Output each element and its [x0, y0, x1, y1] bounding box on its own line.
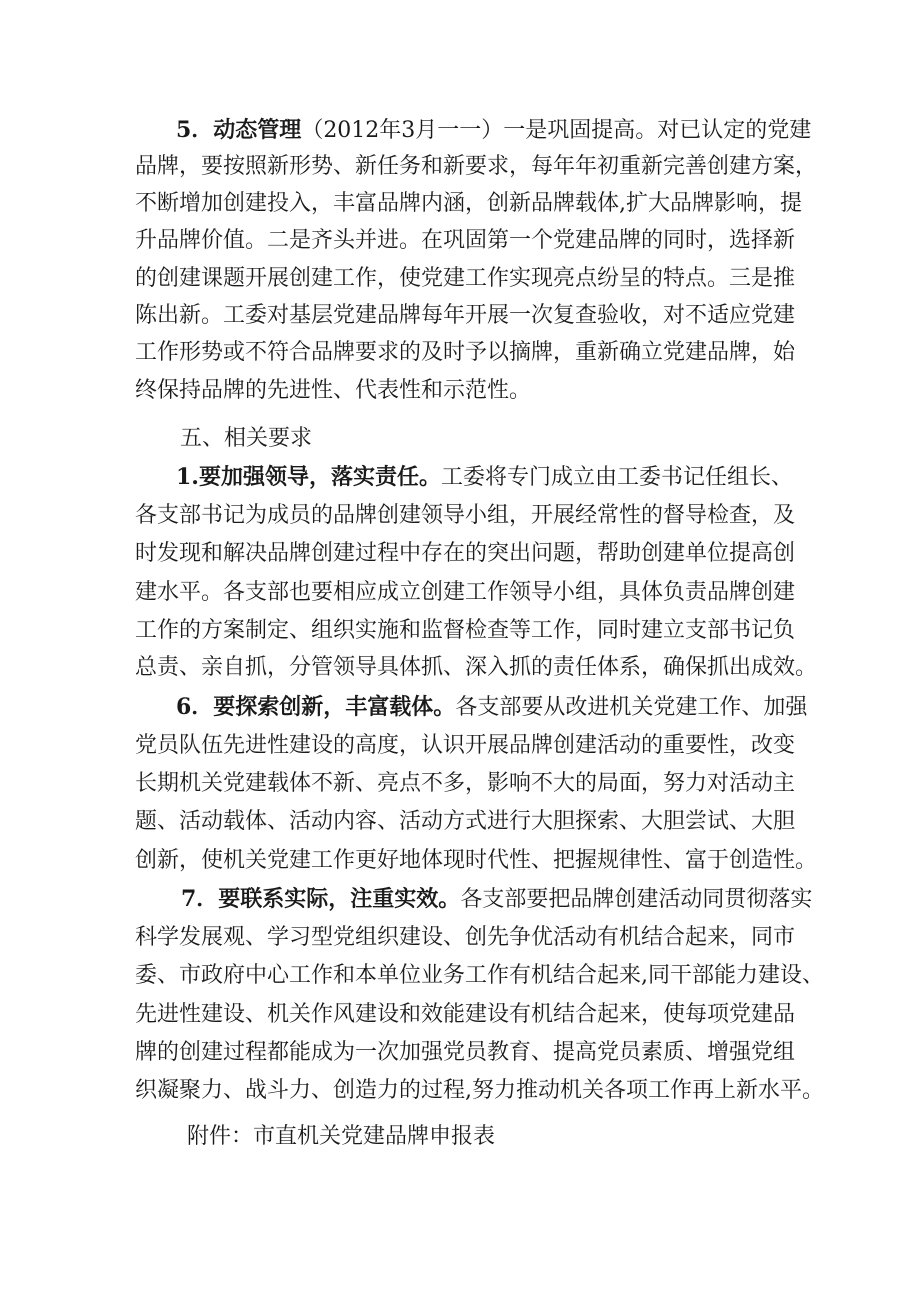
req6-line-5: 创新，使机关党建工作更好地体现时代性、把握规律性、富于创造性。	[135, 848, 818, 873]
req1-line-6: 总责、亲自抓，分管领导具体抓、深入抓的责任体系，确保抓出成效。	[135, 655, 818, 680]
req6-line-4: 题、活动载体、活动内容、活动方式进行大胆探索、大胆尝试、大胆	[135, 809, 796, 834]
req7-line-5: 牌的创建过程都能成为一次加强党员教育、提高党员素质、增强党组	[135, 1040, 796, 1065]
req7-line-2: 科学发展观、学习型党组织建设、创先争优活动有机结合起来，同市	[135, 925, 796, 950]
section5-line-7: 工作形势或不符合品牌要求的及时予以摘牌，重新确立党建品牌，始	[135, 340, 796, 365]
req7-line-6: 织凝聚力、战斗力、创造力的过程,努力推动机关各项工作再上新水平。	[135, 1078, 824, 1103]
req7-line-3: 委、市政府中心工作和本单位业务工作有机结合起来,同干部能力建设、	[135, 963, 824, 988]
req1-lead: 1.要加强领导，落实责任。	[176, 464, 441, 490]
req7-line-4: 先进性建设、机关作风建设和效能建设有机结合起来，使每项党建品	[135, 1002, 796, 1027]
req6-line-2: 党员队伍先进性建设的高度，认识开展品牌创建活动的重要性，改变	[135, 733, 796, 758]
req1-line-1	[176, 461, 791, 493]
req1-text-1: 工委将专门成立由工委书记任组长、	[440, 465, 793, 490]
req7-lead: 7．要联系实际，注重实效。	[181, 886, 461, 912]
req6-line-3: 长期机关党建载体不新、亮点不多，影响不大的局面，努力对活动主	[135, 771, 796, 796]
section5-lead: 5．动态管理	[176, 117, 302, 143]
req1-line-5: 工作的方案制定、组织实施和监督检查等工作，同时建立支部书记负	[135, 618, 796, 643]
req6-lead: 6．要探索创新，丰富载体。	[176, 694, 456, 720]
section5-line-5: 的创建课题开展创建工作，使党建工作实现亮点纷呈的特点。三是推	[135, 266, 796, 291]
section5-line-3: 不断增加创建投入，丰富品牌内涵，创新品牌载体,扩大品牌影响，提	[135, 191, 802, 216]
req7-text-1: 各支部要把品牌创建活动同贯彻落实	[460, 887, 813, 912]
section5-line-6: 陈出新。工委对基层党建品牌每年开展一次复查验收，对不适应党建	[135, 303, 796, 328]
section5-line-8: 终保持品牌的先进性、代表性和示范性。	[135, 378, 532, 403]
section5-line-1	[176, 114, 812, 146]
section5-line-2: 品牌，要按照新形势、新任务和新要求，每年年初重新完善创建方案，	[135, 154, 818, 179]
section-heading: 五、相关要求	[180, 426, 313, 451]
req1-line-4: 建水平。各支部也要相应成立创建工作领导小组，具体负责品牌创建	[135, 580, 796, 605]
req7-line-1	[181, 883, 813, 915]
section5-line-4: 升品牌价值。二是齐头并进。在巩固第一个党建品牌的同时，选择新	[135, 228, 796, 253]
req6-line-1	[176, 691, 808, 723]
req1-line-2: 各支部书记为成员的品牌创建领导小组，开展经常性的督导检查，及	[135, 503, 796, 528]
attachment-line: 附件：市直机关党建品牌申报表	[187, 1124, 496, 1149]
req1-line-3: 时发现和解决品牌创建过程中存在的突出问题，帮助创建单位提高创	[135, 541, 796, 566]
req6-text-1: 各支部要从改进机关党建工作、加强	[455, 695, 808, 720]
section5-text-1: （2012年3月一一）一是巩固提高。对已认定的党建	[301, 118, 812, 143]
